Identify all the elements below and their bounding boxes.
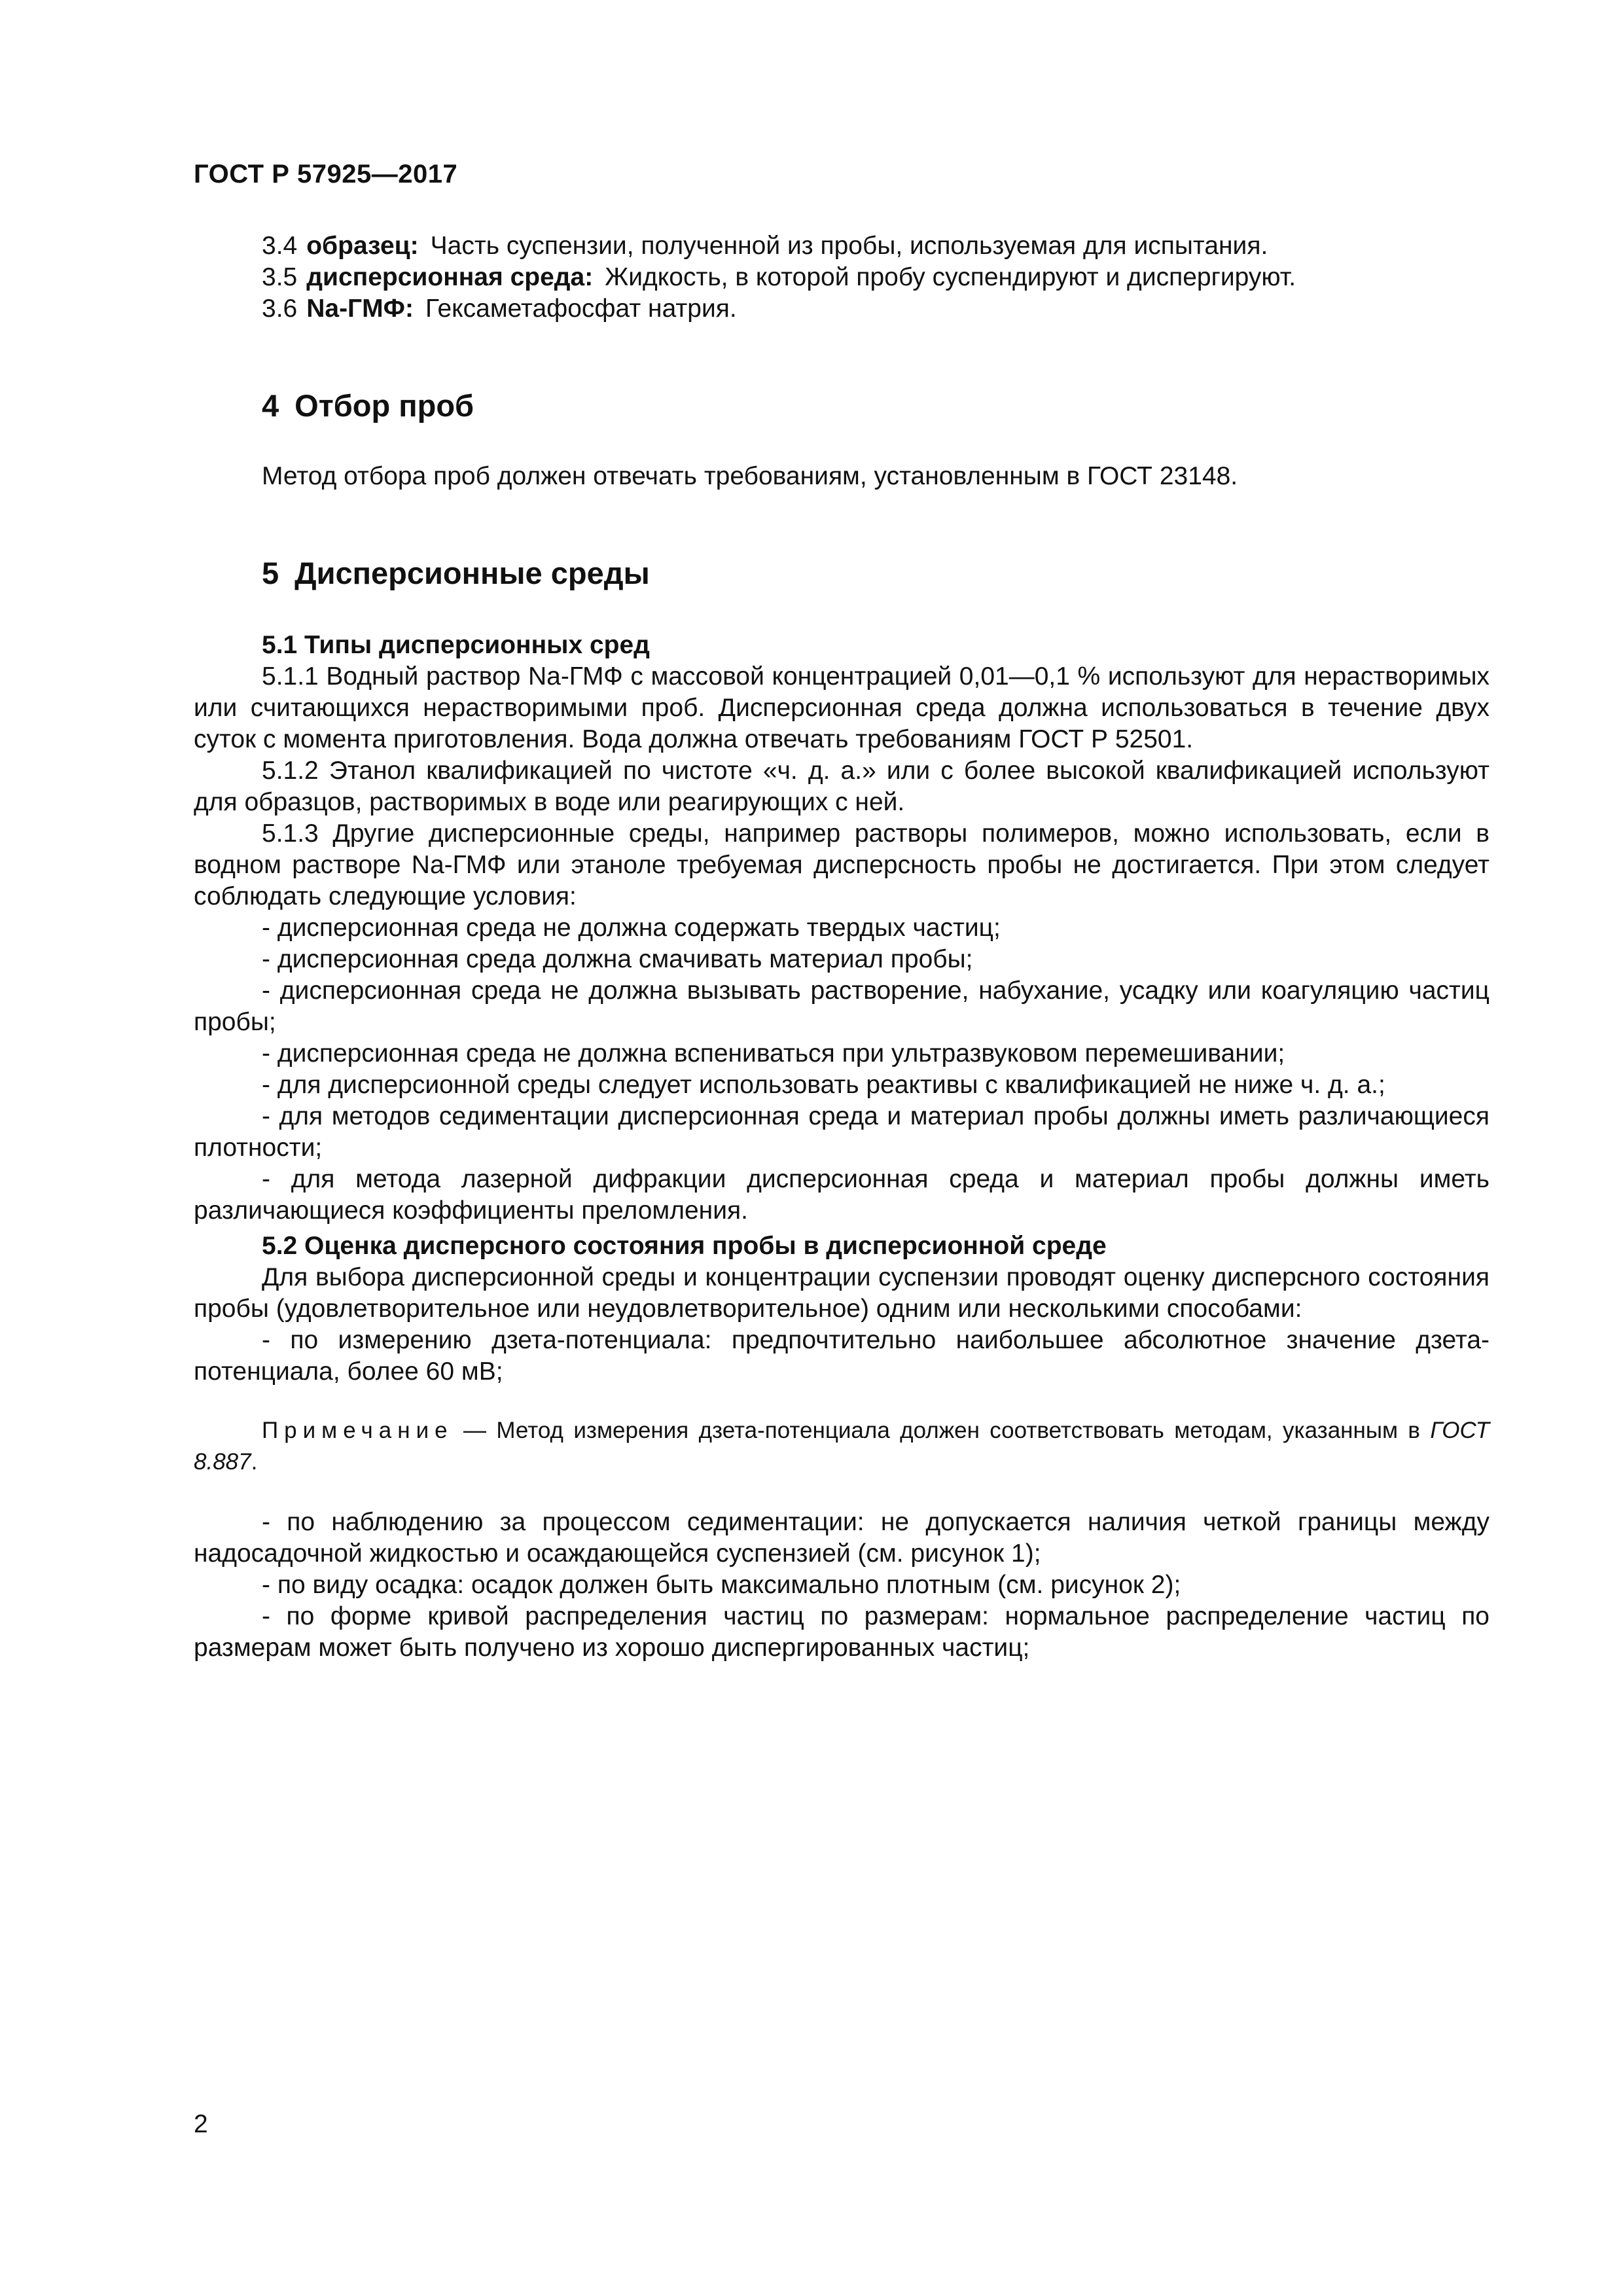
section-4-paragraph: Метод отбора проб должен отвечать требованиям, установленным в ГОСТ 23148.: [262, 462, 1238, 490]
section-5-heading: [262, 555, 650, 591]
definition-number: 3.4: [262, 232, 298, 260]
definition-item: [262, 230, 1505, 262]
subsection-5-2-heading: 5.2 Оценка дисперсного состояния пробы в дисперсионной среде: [262, 1232, 1107, 1260]
section-5-body: [194, 630, 1489, 1664]
condition-item: - дисперсионная среда не должна содержать твердых частиц;: [262, 914, 1001, 942]
definition-term: дисперсионная среда:: [306, 263, 594, 291]
definition-number: 3.6: [262, 295, 298, 323]
section-number: 4: [262, 388, 279, 423]
note-end: .: [251, 1449, 258, 1475]
running-header: ГОСТ Р 57925—2017: [194, 160, 458, 188]
definition-text: Часть суспензии, полученной из пробы, используемая для испытания.: [430, 232, 1268, 260]
method-item: - по виду осадка: осадок должен быть максимально плотным (см. рисунок 2);: [262, 1571, 1181, 1599]
definition-text: Жидкость, в которой пробу суспендируют и диспергируют.: [605, 263, 1296, 291]
note-text: — Метод измерения дзета-потенциала должен соответствовать методам, указанным в: [463, 1418, 1421, 1443]
page-number: 2: [194, 2110, 208, 2138]
condition-item: - дисперсионная среда не должна вызывать растворение, набухание, усадку или коагуляцию частиц пробы;: [194, 977, 1489, 1036]
paragraph-5-1-1: 5.1.1 Водный раствор Na-ГМФ с массовой концентрацией 0,01—0,1 % используют для нерастворимых или считающихся нерастворимыми проб. Дисперсионная среда должна использоваться в течение двух суток с момента приготовления. Вода должна отвечать требованиям ГОСТ Р 52501.: [194, 662, 1489, 753]
definition-item: [262, 262, 1505, 293]
subsection-5-1-heading: 5.1 Типы дисперсионных сред: [262, 631, 650, 659]
definition-term: Na-ГМФ:: [306, 295, 414, 323]
paragraph-5-1-2: 5.1.2 Этанол квалификацией по чистоте «ч. д. а.» или с более высокой квалификацией используют для образцов, растворимых в воде или реагирующих с ней.: [194, 757, 1489, 816]
section-title: Отбор проб: [294, 388, 474, 423]
method-item: - по наблюдению за процессом седиментации: не допускается наличия четкой границы между надосадочной жидкостью и осаждающейся суспензией (см. рисунок 1);: [194, 1508, 1489, 1568]
section-4-heading: [262, 387, 474, 423]
method-item: - по измерению дзета-потенциала: предпочтительно наибольшее абсолютное значение дзета-потенциала, более 60 мВ;: [194, 1326, 1489, 1386]
definition-text: Гексаметафосфат натрия.: [425, 295, 737, 323]
note: [194, 1415, 1489, 1478]
condition-item: - для дисперсионной среды следует использовать реактивы с квалификацией не ниже ч. д. а.;: [262, 1071, 1385, 1099]
definitions-list: [262, 230, 1505, 325]
section-title: Дисперсионные среды: [294, 556, 650, 590]
note-label: Примечание: [262, 1418, 454, 1443]
definition-term: образец:: [306, 232, 419, 260]
section-number: 5: [262, 556, 279, 590]
section-4-body: [194, 461, 1489, 492]
definition-number: 3.5: [262, 263, 298, 291]
paragraph-5-1-3: 5.1.3 Другие дисперсионные среды, например растворы полимеров, можно использовать, если в водном растворе Na-ГМФ или этаноле требуемая дисперсность пробы не достигается. При этом следует соблюдать следующие условия:: [194, 819, 1489, 910]
paragraph-5-2: Для выбора дисперсионной среды и концентрации суспензии проводят оценку дисперсного состояния пробы (удовлетворительное или неудовлетворительное) одним или несколькими способами:: [194, 1263, 1489, 1323]
condition-item: - дисперсионная среда не должна вспениваться при ультразвуковом перемешивании;: [262, 1039, 1285, 1067]
condition-item: - дисперсионная среда должна смачивать материал пробы;: [262, 945, 973, 973]
condition-item: - для метода лазерной дифракции дисперсионная среда и материал пробы должны иметь различающиеся коэффициенты преломления.: [194, 1165, 1489, 1225]
definition-item: [262, 293, 1505, 325]
condition-item: - для методов седиментации дисперсионная среда и материал пробы должны иметь различающиеся плотности;: [194, 1102, 1489, 1162]
note-reference: ГОСТ 8.887: [194, 1418, 1489, 1475]
method-item: - по форме кривой распределения частиц по размерам: нормальное распределение частиц по размерам может быть получено из хорошо диспергированных частиц;: [194, 1602, 1489, 1662]
